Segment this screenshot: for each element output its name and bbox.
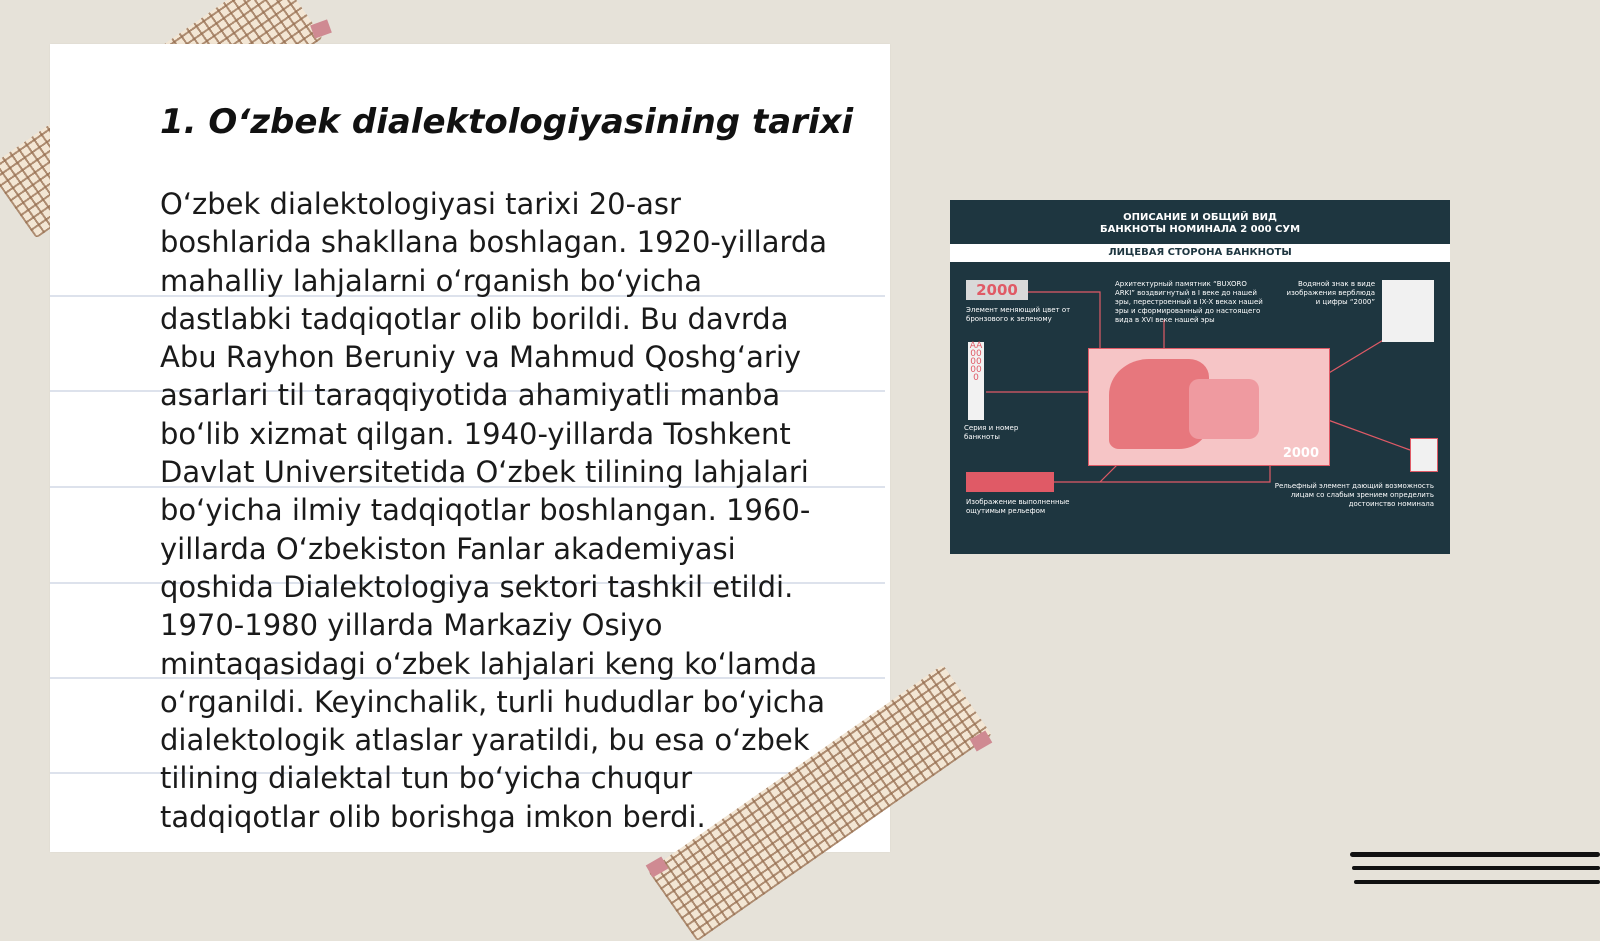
banknote-infographic [950, 200, 1450, 554]
watermark-image [1382, 280, 1434, 342]
slide-body-text: O‘zbek dialektologiyasi tarixi 20-asr boshlarida shakllana boshlagan. 1920-yillarda mahalliy lahjalarni o‘rganish bo‘yicha dastlabki tadqiqotlar olib borildi. Bu davrda Abu Rayhon Beruniy va Mahmud Qoshg‘ariy asarlari til taraqqiyotida ahamiyatli manba bo‘lib xizmat qilgan. 1940-yillarda Toshkent Davlat Universitetida O‘zbek tilining lahjalari bo‘yicha ilmiy tadqiqotlar boshlangan. 1960-yillarda O‘zbekiston Fanlar akademiyasi qoshida Dialektologiya sektori tashkil etildi. 1970-1980 yillarda Markaziy Osiyo mintaqasidagi o‘zbek lahjalari keng ko‘lamda o‘rganildi. Keyinchalik, turli hududlar bo‘yicha dialektologik atlaslar yaratildi, bu esa o‘zbek tilining dialektal tun bo‘yicha chuqur tadqiqotlar olib borishga imkon berdi. [160, 187, 828, 834]
annotation-architecture: Архитектурный памятник “BUXORO ARKI” воздвигнутый в I веке до нашей эры, перестроенный в IX-X веках нашей эры и сформированный до настоящего вида в XVI веке нашей эры [1115, 280, 1263, 324]
tactile-mark-image [1410, 438, 1438, 472]
annotation-serial: Серия и номер банкноты [964, 424, 1019, 441]
serial-number-strip: AA0000000 [968, 342, 984, 420]
decorative-stripe [1354, 880, 1600, 884]
infographic-title-line1: ОПИСАНИЕ И ОБЩИЙ ВИД [1123, 212, 1277, 223]
annotation-watermark: Водяной знак в виде изображения верблюда и цифры “2000” [1286, 280, 1375, 306]
annotation-tactile: Рельефный элемент дающий возможность лицам со слабым зрением определить достоинство номинала [1274, 482, 1434, 508]
banknote-image [1088, 348, 1330, 466]
banknote-pattern [1189, 379, 1259, 439]
tape-tab-top [310, 19, 332, 38]
infographic-title-line2: БАНКНОТЫ НОМИНАЛА 2 000 СУМ [1099, 224, 1301, 235]
banknote-value: 2000 [1282, 446, 1319, 461]
annotation-relief: Изображение выполненные ощутимым рельефом [966, 498, 1070, 515]
decorative-stripe [1350, 852, 1600, 857]
denomination-badge: 2000 [966, 280, 1028, 300]
slide-title: 1. O‘zbek dialektologiyasining tarixi [160, 102, 854, 142]
annotation-color-shift: Элемент меняющий цвет от бронзового к зеленому [966, 306, 1071, 323]
decorative-stripe [1352, 866, 1600, 870]
relief-element [966, 472, 1054, 492]
infographic-subtitle: ЛИЦЕВАЯ СТОРОНА БАНКНОТЫ [950, 244, 1450, 262]
